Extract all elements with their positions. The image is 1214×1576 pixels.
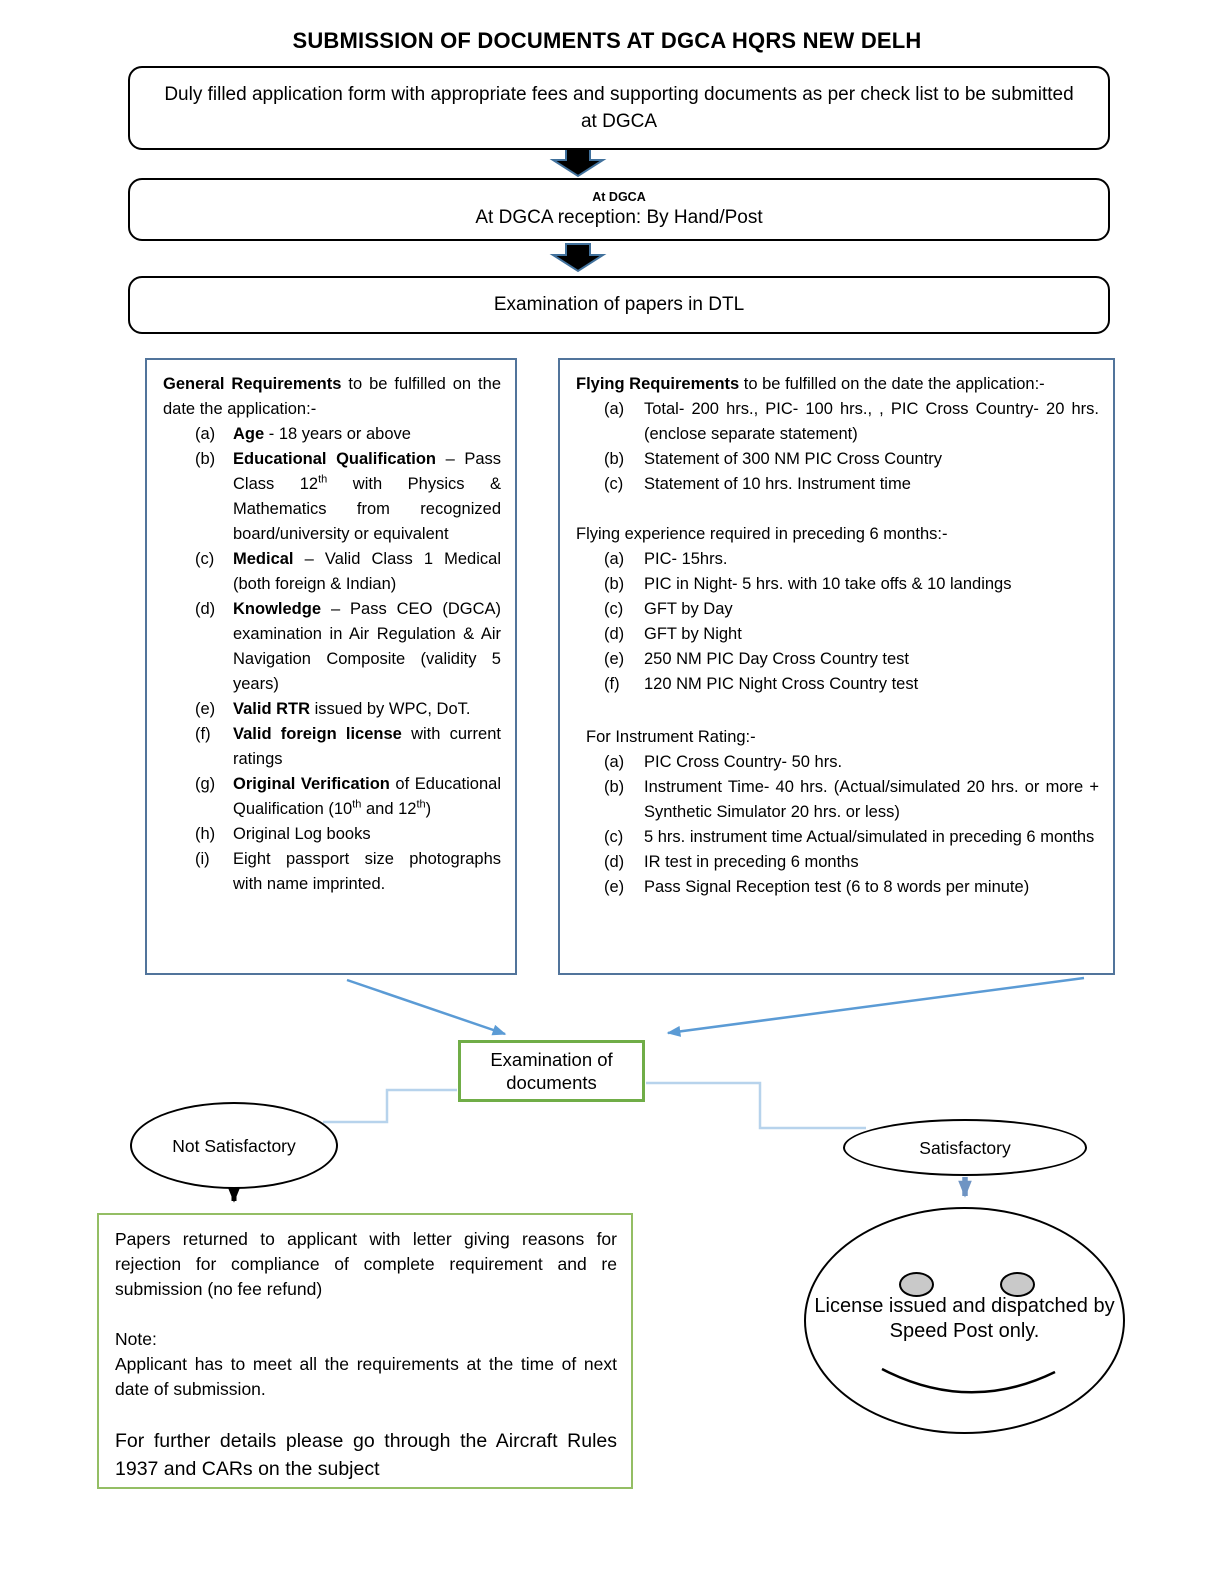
flow-step-at-dgca bbox=[128, 178, 1110, 241]
list-item-label: (b) bbox=[604, 778, 625, 796]
list-item-label: (a) bbox=[604, 400, 625, 418]
flying-requirements-heading bbox=[576, 372, 1099, 397]
list-item-label: (c) bbox=[604, 828, 624, 846]
list-item-label: (e) bbox=[604, 650, 625, 668]
list-item-text: Eight passport size photographs with name imprinted. bbox=[233, 850, 501, 893]
list-item-label: (d) bbox=[604, 625, 625, 643]
list-item-label: (c) bbox=[604, 475, 624, 493]
list-item-text: 250 NM PIC Day Cross Country test bbox=[644, 650, 909, 668]
list-item-text: 5 hrs. instrument time Actual/simulated in preceding 6 months bbox=[644, 828, 1095, 846]
list-item-label: (b) bbox=[604, 575, 625, 593]
list-item-text: PIC- 15hrs. bbox=[644, 550, 728, 568]
further-details-text: For further details please go through the Aircraft Rules 1937 and CARs on the subject bbox=[115, 1430, 617, 1480]
general-requirements-box bbox=[145, 358, 517, 975]
flying-requirements-list bbox=[576, 397, 1099, 497]
list-item bbox=[163, 697, 501, 722]
elbow-connector-left bbox=[323, 1090, 457, 1122]
spacer bbox=[115, 1302, 617, 1327]
spacer bbox=[115, 1402, 617, 1427]
list-item bbox=[163, 447, 501, 547]
list-item-text: Valid foreign license with current ratings bbox=[233, 725, 501, 768]
list-item-text: Total- 200 hrs., PIC- 100 hrs., , PIC Cross Country- 20 hrs. (enclose separate statement) bbox=[644, 400, 1099, 443]
list-item bbox=[163, 822, 501, 847]
at-dgca-caption: At DGCA bbox=[592, 190, 646, 204]
smiley-face bbox=[804, 1207, 1125, 1434]
not-satisfactory-ellipse bbox=[130, 1102, 338, 1189]
list-item-label: (c) bbox=[195, 550, 215, 568]
examination-of-documents-box bbox=[458, 1040, 645, 1102]
flow-step-examination-dtl-text: Examination of papers in DTL bbox=[493, 294, 745, 315]
general-requirements-heading-rest: to be fulfilled on the date the application:- bbox=[163, 375, 501, 418]
list-item-text: Educational Qualification – Pass Class 12th with Physics & Mathematics from recognized board/university or equivalent bbox=[233, 450, 502, 543]
list-item bbox=[163, 547, 501, 597]
list-item-label: (e) bbox=[604, 878, 625, 896]
list-item-text: Age - 18 years or above bbox=[233, 425, 411, 443]
list-item bbox=[576, 850, 1099, 875]
list-item-label: (c) bbox=[604, 600, 624, 618]
papers-returned-text: Papers returned to applicant with letter giving reasons for rejection for compliance of complete requirement and re submission (no fee refund) bbox=[115, 1229, 617, 1299]
flow-step-examination-dtl bbox=[128, 276, 1110, 334]
list-item-text: PIC Cross Country- 50 hrs. bbox=[644, 753, 843, 771]
list-item-text: GFT by Day bbox=[644, 600, 733, 618]
list-item bbox=[576, 622, 1099, 647]
list-item-text: Statement of 300 NM PIC Cross Country bbox=[644, 450, 943, 468]
list-item bbox=[576, 447, 1099, 472]
general-requirements-heading-bold: General Requirements bbox=[163, 375, 342, 393]
list-item-label: (f) bbox=[195, 725, 211, 743]
list-item-label: (b) bbox=[195, 450, 216, 468]
examination-of-documents-text: Examination of documents bbox=[490, 1049, 613, 1093]
list-item-label: (e) bbox=[195, 700, 216, 718]
satisfactory-ellipse bbox=[843, 1119, 1087, 1176]
list-item bbox=[163, 847, 501, 897]
list-item-text: PIC in Night- 5 hrs. with 10 take offs & 10 landings bbox=[644, 575, 1012, 593]
list-item bbox=[576, 472, 1099, 497]
list-item-text: Original Log books bbox=[233, 825, 371, 843]
list-item bbox=[576, 875, 1099, 900]
instrument-rating-list bbox=[576, 750, 1099, 900]
list-item-label: (g) bbox=[195, 775, 216, 793]
list-item-text: 120 NM PIC Night Cross Country test bbox=[644, 675, 919, 693]
flow-step-at-dgca-text: At DGCA reception: By Hand/Post bbox=[475, 207, 763, 228]
list-item-label: (a) bbox=[195, 425, 216, 443]
flow-step-application-form bbox=[128, 66, 1110, 150]
list-item-text: Original Verification of Educational Qualification (10th and 12th) bbox=[233, 775, 501, 818]
list-item-label: (d) bbox=[604, 853, 625, 871]
list-item bbox=[576, 547, 1099, 572]
list-item bbox=[576, 825, 1099, 850]
list-item-label: (f) bbox=[604, 675, 620, 693]
list-item-text: IR test in preceding 6 months bbox=[644, 853, 859, 871]
list-item-label: (a) bbox=[604, 753, 625, 771]
down-block-arrow-2 bbox=[553, 244, 603, 271]
flying-experience-heading: Flying experience required in preceding 6 months:- bbox=[576, 525, 948, 543]
list-item bbox=[163, 597, 501, 697]
list-item bbox=[576, 397, 1099, 447]
down-block-arrow-1 bbox=[553, 149, 603, 176]
list-item-text: Knowledge – Pass CEO (DGCA) examination in Air Regulation & Air Navigation Composite (validity 5 years) bbox=[233, 600, 501, 693]
list-item-label: (a) bbox=[604, 550, 625, 568]
list-item bbox=[576, 750, 1099, 775]
license-issued-text: License issued and dispatched by Speed Post only. bbox=[814, 1295, 1115, 1342]
list-item bbox=[163, 422, 501, 447]
list-item bbox=[576, 775, 1099, 825]
list-item bbox=[576, 572, 1099, 597]
converge-arrow-left bbox=[347, 980, 505, 1034]
note-label: Note: bbox=[115, 1329, 157, 1349]
list-item bbox=[576, 597, 1099, 622]
flow-step-application-form-text: Duly filled application form with appropriate fees and supporting documents as per check list to be submitted at DGCA bbox=[164, 84, 1074, 132]
list-item-text: GFT by Night bbox=[644, 625, 742, 643]
list-item-label: (i) bbox=[195, 850, 210, 868]
satisfactory-text: Satisfactory bbox=[919, 1137, 1011, 1158]
papers-returned-box bbox=[97, 1213, 633, 1489]
converge-arrow-right bbox=[668, 978, 1084, 1033]
list-item bbox=[163, 772, 501, 822]
flying-requirements-heading-rest: to be fulfilled on the date the application:- bbox=[739, 375, 1045, 393]
page-title: SUBMISSION OF DOCUMENTS AT DGCA HQRS NEW DELH bbox=[292, 28, 922, 53]
general-requirements-heading bbox=[163, 372, 501, 422]
general-requirements-list bbox=[163, 422, 501, 897]
flying-experience-list bbox=[576, 547, 1099, 697]
list-item bbox=[576, 672, 1099, 697]
smiley-smile-icon bbox=[806, 1209, 1127, 1436]
list-item bbox=[576, 647, 1099, 672]
flying-requirements-heading-bold: Flying Requirements bbox=[576, 375, 740, 393]
list-item-label: (b) bbox=[604, 450, 625, 468]
list-item-text: Medical – Valid Class 1 Medical (both foreign & Indian) bbox=[233, 550, 501, 593]
list-item-label: (h) bbox=[195, 825, 216, 843]
list-item-label: (d) bbox=[195, 600, 216, 618]
flying-requirements-box bbox=[558, 358, 1115, 975]
list-item-text: Valid RTR issued by WPC, DoT. bbox=[233, 700, 471, 718]
not-satisfactory-text: Not Satisfactory bbox=[172, 1135, 296, 1156]
list-item-text: Statement of 10 hrs. Instrument time bbox=[644, 475, 911, 493]
note-text: Applicant has to meet all the requirements at the time of next date of submission. bbox=[115, 1354, 617, 1399]
list-item-text: Instrument Time- 40 hrs. (Actual/simulated 20 hrs. or more + Synthetic Simulator 20 hrs. or less) bbox=[644, 778, 1099, 821]
list-item-text: Pass Signal Reception test (6 to 8 words per minute) bbox=[644, 878, 1030, 896]
elbow-connector-right bbox=[646, 1083, 866, 1128]
instrument-rating-heading: For Instrument Rating:- bbox=[586, 728, 756, 746]
list-item bbox=[163, 722, 501, 772]
